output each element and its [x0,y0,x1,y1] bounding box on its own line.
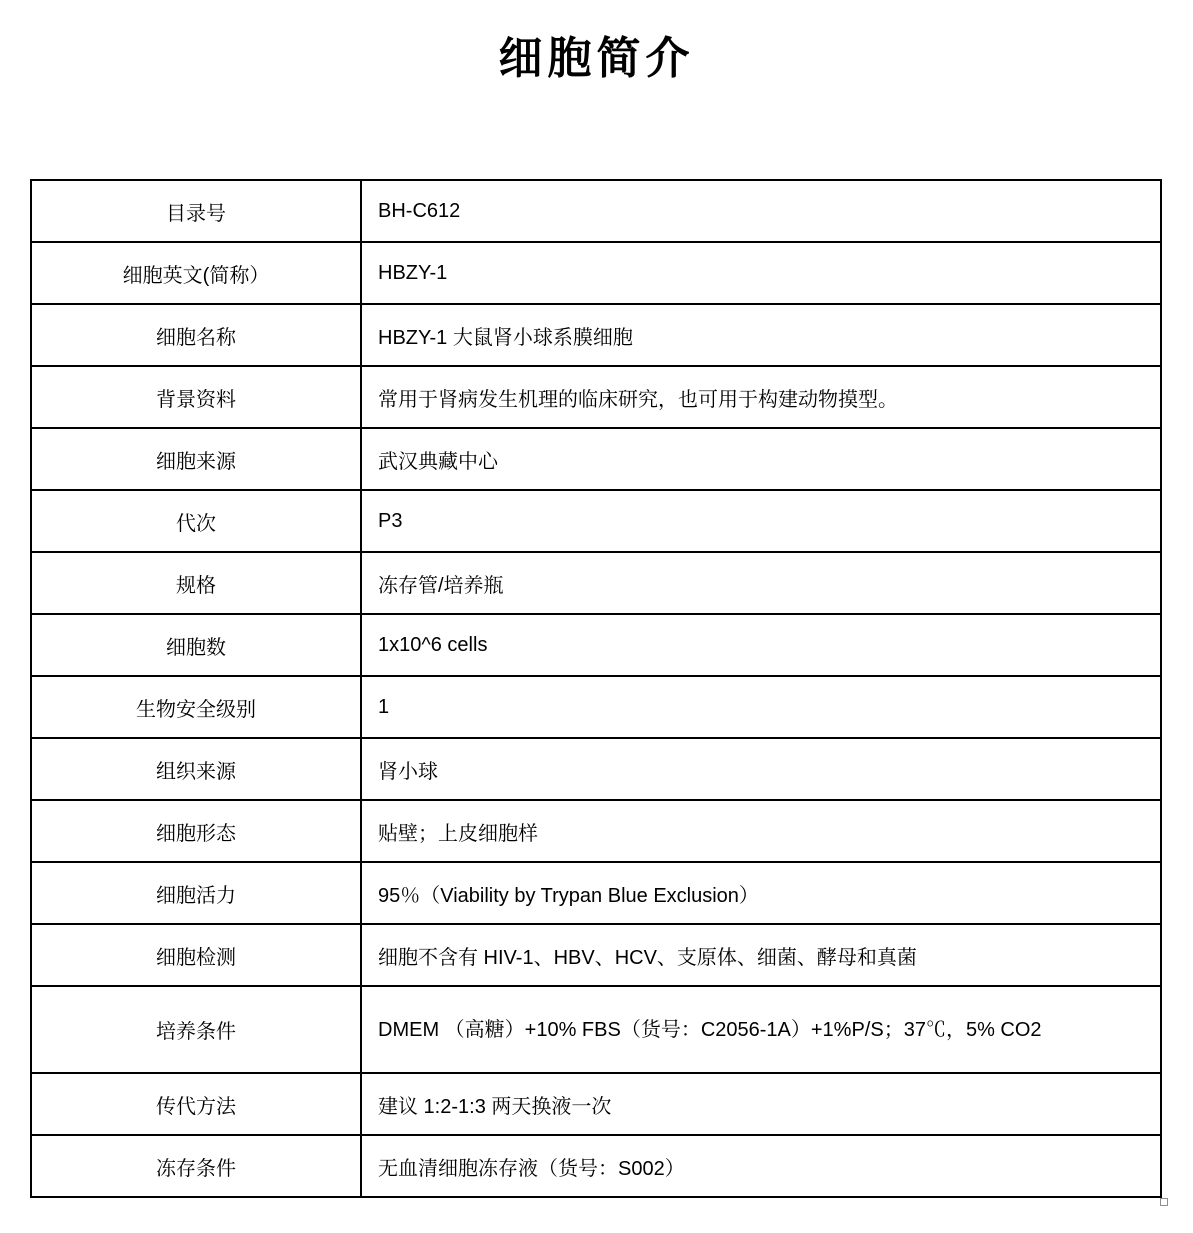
row-value: 武汉典藏中心 [361,428,1161,490]
row-value: 冻存管/培养瓶 [361,552,1161,614]
row-value: 无血清细胞冻存液（货号：S002） [361,1135,1161,1197]
table-row [31,924,1161,986]
page-title: 细胞简介 [498,34,695,83]
table-row [31,738,1161,800]
row-label: 培养条件 [31,986,361,1073]
table-row [31,304,1161,366]
table-row [31,180,1161,242]
row-label: 细胞数 [31,614,361,676]
row-value: 1x10^6 cells [361,614,1161,676]
row-label: 细胞来源 [31,428,361,490]
row-label: 冻存条件 [31,1135,361,1197]
row-label: 代次 [31,490,361,552]
table-resize-handle[interactable] [1160,1198,1168,1206]
row-value: HBZY-1 大鼠肾小球系膜细胞 [361,304,1161,366]
row-label: 细胞检测 [31,924,361,986]
row-label: 细胞英文(简称） [31,242,361,304]
row-value: 建议 1:2-1:3 两天换液一次 [361,1073,1161,1135]
row-value: 肾小球 [361,738,1161,800]
table-row [31,552,1161,614]
cell-info-table [30,179,1162,1198]
row-value: 1 [361,676,1161,738]
table-row [31,1135,1161,1197]
cell-info-table-body [31,180,1161,1197]
table-row [31,1073,1161,1135]
row-value: 贴壁；上皮细胞样 [361,800,1161,862]
row-label: 细胞名称 [31,304,361,366]
row-value: DMEM （高糖）+10% FBS（货号：C2056-1A）+1%P/S；37℃，5% CO2 [361,986,1161,1073]
row-value: 常用于肾病发生机理的临床研究，也可用于构建动物摸型。 [361,366,1161,428]
table-row [31,986,1161,1073]
table-row [31,676,1161,738]
row-value: 95％（Viability by Trypan Blue Exclusion） [361,862,1161,924]
table-row [31,366,1161,428]
row-label: 目录号 [31,180,361,242]
table-row [31,800,1161,862]
row-value: P3 [361,490,1161,552]
row-value: 细胞不含有 HIV-1、HBV、HCV、支原体、细菌、酵母和真菌 [361,924,1161,986]
row-label: 背景资料 [31,366,361,428]
table-row [31,614,1161,676]
row-label: 生物安全级别 [31,676,361,738]
table-row [31,242,1161,304]
row-value: HBZY-1 [361,242,1161,304]
row-label: 组织来源 [31,738,361,800]
row-label: 传代方法 [31,1073,361,1135]
row-label: 细胞活力 [31,862,361,924]
table-row [31,862,1161,924]
table-row [31,428,1161,490]
row-value: BH-C612 [361,180,1161,242]
table-row [31,490,1161,552]
row-label: 规格 [31,552,361,614]
row-label: 细胞形态 [31,800,361,862]
